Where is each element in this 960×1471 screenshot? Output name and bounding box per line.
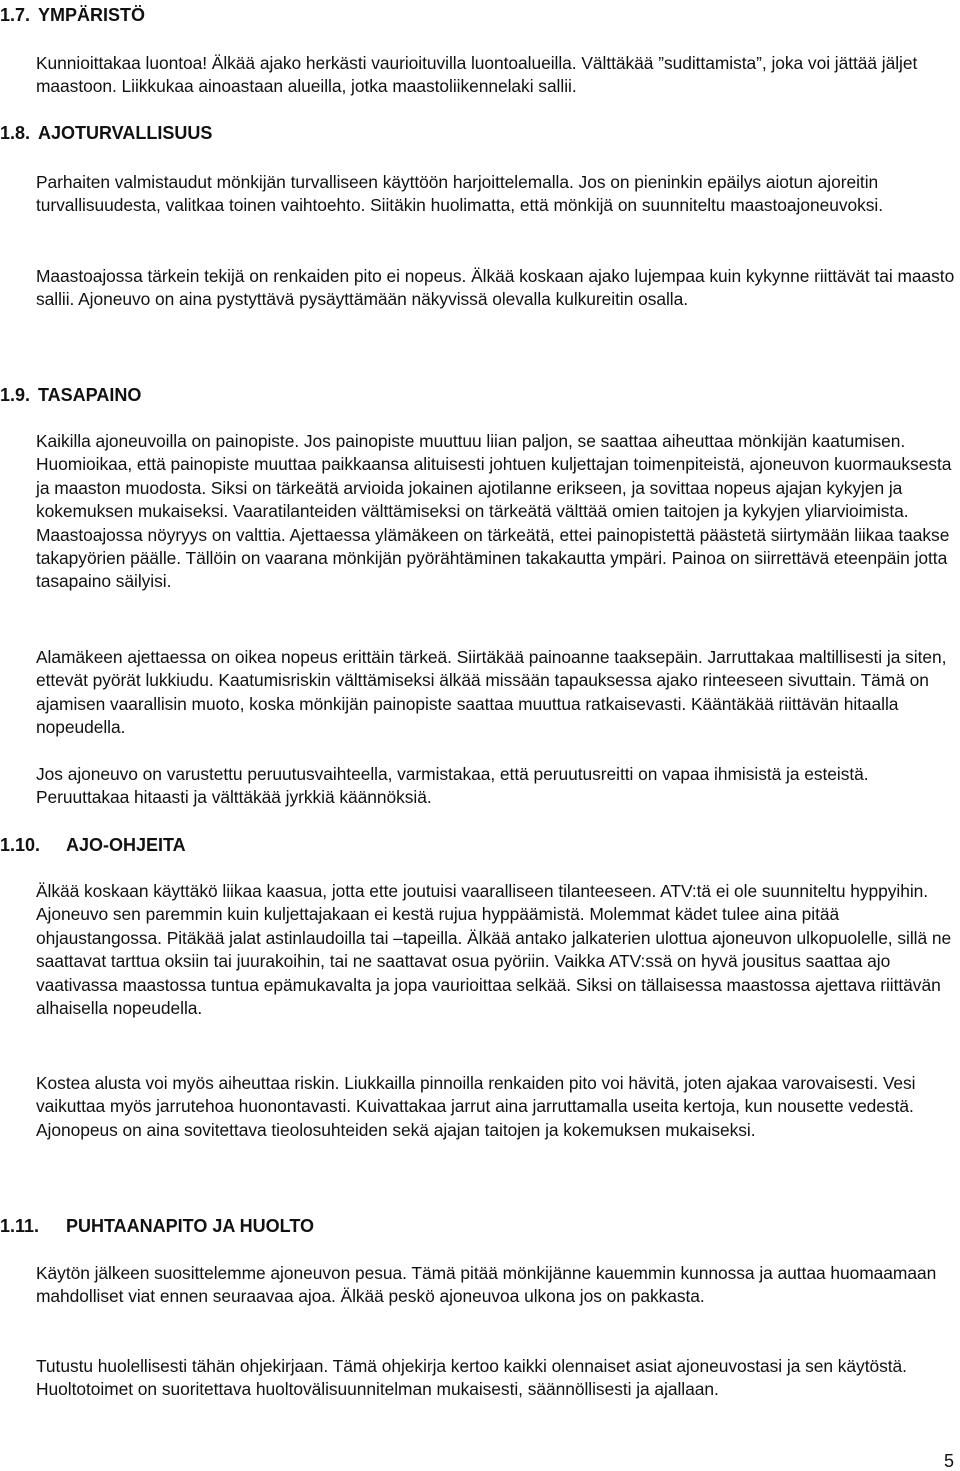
section-number: 1.11. [0,1216,40,1236]
paragraph: Kaikilla ajoneuvoilla on painopiste. Jos painopiste muuttuu liian paljon, se saattaa aiheuttaa mönkijän kaatumisen. Huomioikaa, että painopiste muuttaa paikkaansa alituisesti johtuen kuljettajan toimenpiteistä, ajoneuvon kuormauksesta ja maaston muodosta. Siksi on tärkeätä arvioida jokainen ajotilanne erikseen, ja sovittaa nopeus ajajan kykyjen ja kokemuksen mukaiseksi. Vaaratilanteiden välttämiseksi on tärkeätä välttää omien taitojen ja kykyjen yliarvioimista. Maastoajossa nöyryys on valttia. Ajettaessa ylämäkeen on tärkeätä, ettei painopistettä päästetä siirtymään liikaa taakse takapyörien päälle. Tällöin on vaarana mönkijän pyörähtäminen takakautta ympäri. Painoa on siirrettävä eteenpäin jotta tasapaino säilyisi. [36,431,952,592]
section-number: 1.10. [0,835,41,855]
page-number: 5 [943,1451,954,1471]
section-title: AJO-OHJEITA [66,835,186,855]
section-heading-1-11 [0,1215,314,1237]
section-heading-1-9 [0,384,141,406]
paragraph: Tutustu huolellisesti tähän ohjekirjaan. Tämä ohjekirja kertoo kaikki olennaiset asiat ajoneuvostasi ja sen käytöstä. Huoltotoimet on suoritettava huoltovälisuunnitelman mukaisesti, säännöllisesti ja ajallaan. [36,1356,907,1400]
paragraph: Parhaiten valmistaudut mönkijän turvalliseen käyttöön harjoittelemalla. Jos on pieninkin epäilys aiotun ajoreitin turvallisuudesta, valitkaa toinen vaihtoehto. Siitäkin huolimatta, että mönkijä on suunniteltu maastoajoneuvoksi. [36,172,883,216]
paragraph: Kunnioittakaa luontoa! Älkää ajako herkästi vaurioituvilla luontoalueilla. Välttäkää ”sudittamista”, joka voi jättää jäljet maastoon. Liikkukaa ainoastaan alueilla, jotka maastoliikennelaki sallii. [36,53,918,97]
section-heading-1-7 [0,4,145,26]
section-title: TASAPAINO [38,385,142,405]
paragraph: Alamäkeen ajettaessa on oikea nopeus erittäin tärkeä. Siirtäkää painoanne taaksepäin. Jarruttakaa maltillisesti ja siten, ettevät pyörät lukkiudu. Kaatumisriskin välttämiseksi älkää missään tapauksessa ajako rinteeseen sivuttain. Tämä on ajamisen vaarallisin muoto, koska mönkijän painopiste saattaa muuttua ratkaisevasti. Kääntäkää riittävän hitaalla nopeudella. [36,647,947,738]
section-title: PUHTAANAPITO JA HUOLTO [66,1216,315,1236]
paragraph: Maastoajossa tärkein tekijä on renkaiden pito ei nopeus. Älkää koskaan ajako lujempaa kuin kykynne riittävät tai maasto sallii. Ajoneuvo on aina pystyttävä pysäyttämään näkyvissä olevalla kulkureitin osalla. [36,266,955,310]
section-title: AJOTURVALLISUUS [38,123,213,143]
paragraph: Älkää koskaan käyttäkö liikaa kaasua, jotta ette joutuisi vaaralliseen tilanteeseen. ATV:tä ei ole suunniteltu hyppyihin. Ajoneuvo sen paremmin kuin kuljettajakaan ei kestä rujua hyppäämistä. Molemmat kädet tulee aina pitää ohjaustangossa. Pitäkää jalat astinlaudoilla tai –tapeilla. Älkää antako jalkaterien ulottua ajoneuvon ulkopuolelle, sillä ne saattavat tarttua oksiin tai juurakoihin, tai ne saattavat osua pyöriin. Vaikka ATV:ssä on hyvä jousitus saattaa ajo vaativassa maastossa tuntua epämukavalta ja jopa vaurioittaa selkää. Siksi on tällaisessa maastossa ajettava riittävän alhaisella nopeudella. [36,881,952,1019]
section-number: 1.8. [0,123,31,143]
paragraph: Kostea alusta voi myös aiheuttaa riskin. Liukkailla pinnoilla renkaiden pito voi hävitä, joten ajakaa varovaisesti. Vesi vaikuttaa myös jarrutehoa huonontavasti. Kuivattakaa jarrut aina jarruttamalla useita kertoja, kun nousette vedestä. Ajonopeus on aina sovitettava tieolosuhteiden sekä ajajan taitojen ja kokemuksen mukaiseksi. [36,1073,916,1140]
section-title: YMPÄRISTÖ [38,5,146,25]
paragraph: Jos ajoneuvo on varustettu peruutusvaihteella, varmistakaa, että peruutusreitti on vapaa ihmisistä ja esteistä. Peruuttakaa hitaasti ja välttäkää jyrkkiä käännöksiä. [36,764,869,808]
section-number: 1.7. [0,5,31,25]
section-heading-1-8 [0,122,212,144]
paragraph: Käytön jälkeen suosittelemme ajoneuvon pesua. Tämä pitää mönkijänne kauemmin kunnossa ja auttaa huomaamaan mahdolliset viat ennen seuraavaa ajoa. Älkää peskö ajoneuvoa ulkona jos on pakkasta. [36,1263,937,1307]
section-heading-1-10 [0,834,186,856]
section-number: 1.9. [0,385,31,405]
